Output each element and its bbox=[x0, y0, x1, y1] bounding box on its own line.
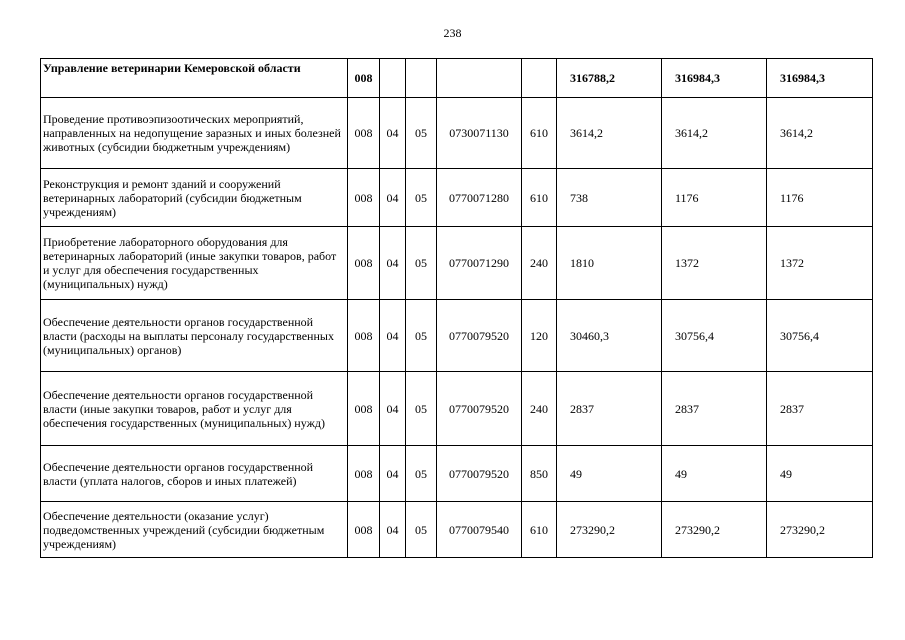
cell-year2: 30756,4 bbox=[662, 300, 767, 372]
cell-gr: 008 bbox=[348, 227, 380, 300]
cell-year1: 316788,2 bbox=[557, 59, 662, 98]
cell-year1: 1810 bbox=[557, 227, 662, 300]
table-row bbox=[41, 98, 873, 169]
cell-rz bbox=[380, 59, 406, 98]
cell-name: Проведение противоэпизоотических мероприятий, направленных на недопущение заразных и иных болезней животных (субсидии бюджетным учреждениям) bbox=[41, 98, 348, 169]
cell-year2: 316984,3 bbox=[662, 59, 767, 98]
cell-vr: 120 bbox=[522, 300, 557, 372]
cell-vr: 610 bbox=[522, 169, 557, 227]
cell-pr: 05 bbox=[406, 372, 437, 446]
cell-year1: 49 bbox=[557, 446, 662, 502]
cell-name: Обеспечение деятельности (оказание услуг) подведомственных учреждений (субсидии бюджетным учреждениям) bbox=[41, 502, 348, 558]
table-row bbox=[41, 446, 873, 502]
cell-name: Обеспечение деятельности органов государственной власти (иные закупки товаров, работ и услуг для обеспечения государственных (муниципальных) нужд) bbox=[41, 372, 348, 446]
cell-csr: 0730071130 bbox=[437, 98, 522, 169]
cell-name: Обеспечение деятельности органов государственной власти (расходы на выплаты персоналу государственных (муниципальных) органов) bbox=[41, 300, 348, 372]
cell-year3: 2837 bbox=[767, 372, 873, 446]
cell-year3: 273290,2 bbox=[767, 502, 873, 558]
cell-year2: 2837 bbox=[662, 372, 767, 446]
table-row bbox=[41, 227, 873, 300]
table-row bbox=[41, 300, 873, 372]
cell-vr: 240 bbox=[522, 227, 557, 300]
cell-vr: 850 bbox=[522, 446, 557, 502]
cell-csr: 0770079520 bbox=[437, 446, 522, 502]
cell-pr: 05 bbox=[406, 98, 437, 169]
cell-pr: 05 bbox=[406, 446, 437, 502]
cell-year1: 273290,2 bbox=[557, 502, 662, 558]
cell-year1: 30460,3 bbox=[557, 300, 662, 372]
cell-vr: 610 bbox=[522, 502, 557, 558]
cell-gr: 008 bbox=[348, 446, 380, 502]
cell-csr: 0770079520 bbox=[437, 300, 522, 372]
cell-gr: 008 bbox=[348, 300, 380, 372]
cell-year2: 1176 bbox=[662, 169, 767, 227]
cell-year3: 1176 bbox=[767, 169, 873, 227]
cell-year3: 49 bbox=[767, 446, 873, 502]
cell-rz: 04 bbox=[380, 372, 406, 446]
cell-rz: 04 bbox=[380, 98, 406, 169]
cell-pr: 05 bbox=[406, 227, 437, 300]
cell-year1: 3614,2 bbox=[557, 98, 662, 169]
cell-vr: 240 bbox=[522, 372, 557, 446]
cell-pr bbox=[406, 59, 437, 98]
cell-csr: 0770071290 bbox=[437, 227, 522, 300]
table-row-header bbox=[41, 59, 873, 98]
table-row bbox=[41, 372, 873, 446]
cell-gr: 008 bbox=[348, 59, 380, 98]
cell-pr: 05 bbox=[406, 502, 437, 558]
table-row bbox=[41, 169, 873, 227]
cell-year2: 49 bbox=[662, 446, 767, 502]
cell-gr: 008 bbox=[348, 169, 380, 227]
cell-csr bbox=[437, 59, 522, 98]
cell-year2: 273290,2 bbox=[662, 502, 767, 558]
cell-year2: 1372 bbox=[662, 227, 767, 300]
table-row bbox=[41, 502, 873, 558]
cell-name: Приобретение лабораторного оборудования для ветеринарных лабораторий (иные закупки товаров, работ и услуг для обеспечения государственных (муниципальных) нужд) bbox=[41, 227, 348, 300]
cell-vr bbox=[522, 59, 557, 98]
cell-name: Реконструкция и ремонт зданий и сооружений ветеринарных лабораторий (субсидии бюджетным учреждениям) bbox=[41, 169, 348, 227]
budget-table bbox=[40, 58, 873, 558]
cell-year1: 2837 bbox=[557, 372, 662, 446]
cell-pr: 05 bbox=[406, 300, 437, 372]
cell-year1: 738 bbox=[557, 169, 662, 227]
cell-rz: 04 bbox=[380, 446, 406, 502]
cell-csr: 0770071280 bbox=[437, 169, 522, 227]
cell-name: Управление ветеринарии Кемеровской области bbox=[41, 59, 348, 98]
cell-rz: 04 bbox=[380, 502, 406, 558]
cell-csr: 0770079540 bbox=[437, 502, 522, 558]
cell-rz: 04 bbox=[380, 169, 406, 227]
cell-gr: 008 bbox=[348, 372, 380, 446]
cell-pr: 05 bbox=[406, 169, 437, 227]
cell-year2: 3614,2 bbox=[662, 98, 767, 169]
cell-csr: 0770079520 bbox=[437, 372, 522, 446]
cell-gr: 008 bbox=[348, 98, 380, 169]
cell-year3: 316984,3 bbox=[767, 59, 873, 98]
cell-year3: 30756,4 bbox=[767, 300, 873, 372]
cell-year3: 1372 bbox=[767, 227, 873, 300]
cell-vr: 610 bbox=[522, 98, 557, 169]
cell-rz: 04 bbox=[380, 300, 406, 372]
page-number: 238 bbox=[443, 26, 462, 40]
cell-year3: 3614,2 bbox=[767, 98, 873, 169]
cell-name: Обеспечение деятельности органов государственной власти (уплата налогов, сборов и иных платежей) bbox=[41, 446, 348, 502]
cell-rz: 04 bbox=[380, 227, 406, 300]
cell-gr: 008 bbox=[348, 502, 380, 558]
